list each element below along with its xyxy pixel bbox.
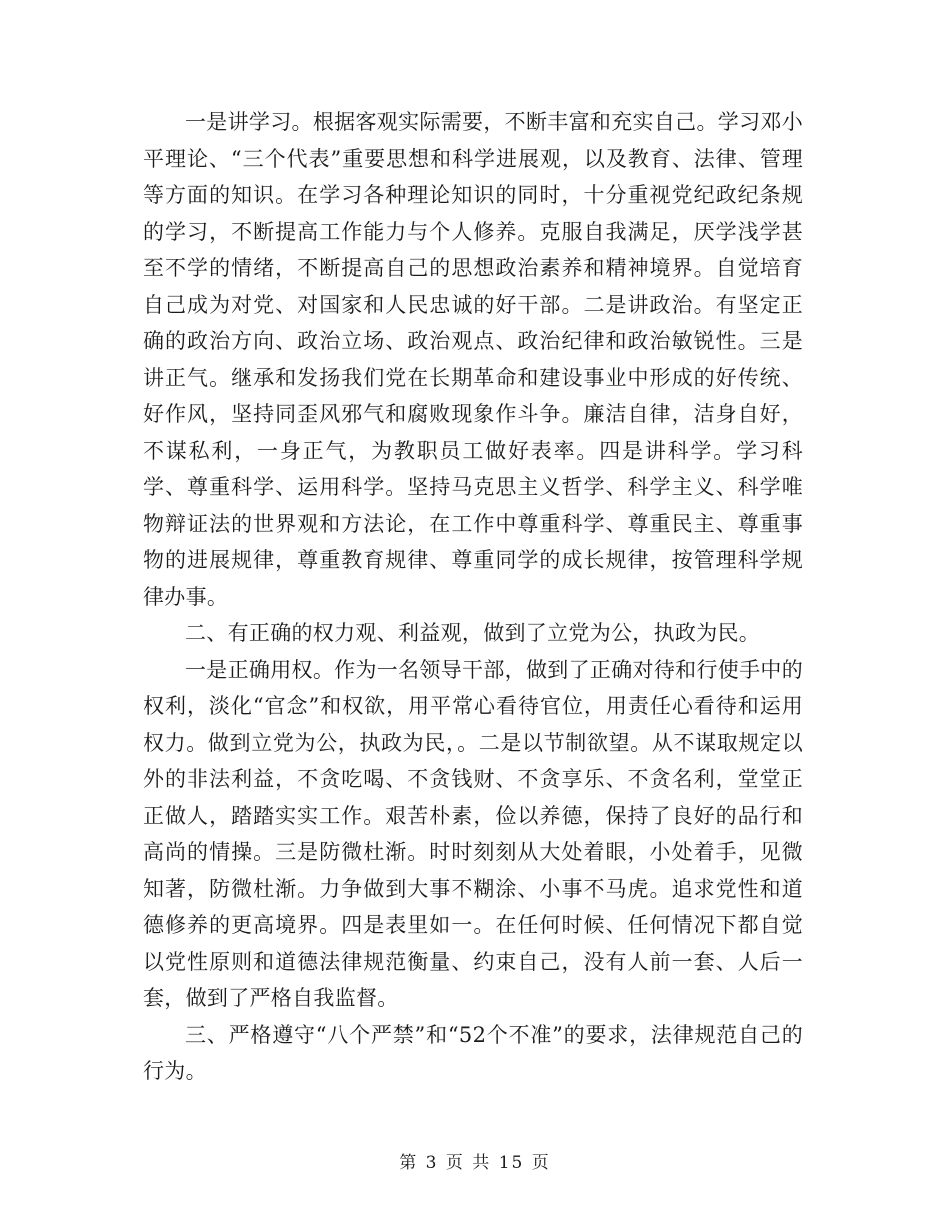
paragraph-use-power: 一是正确用权。作为一名领导干部，做到了正确对待和行使手中的权利，淡化“官念”和权欲，用平常心看待官位，用责任心看待和运用权力。做到立党为公，执政为民，。二是以节制欲望。从不谋取规定以外的非法利益，不贪吃喝、不贪钱财、不贪享乐、不贪名利，堂堂正正做人，踏踏实实工作。艰苦朴素，俭以养德，保持了良好的品行和高尚的情操。三是防微杜渐。时时刻刻从大处着眼，小处着手，见微知著，防微杜渐。力争做到大事不糊涂、小事不马虎。追求党性和道德修养的更高境界。四是表里如一。在任何时候、任何情况下都自觉以党性原则和道德法律规范衡量、约束自己，没有人前一套、人后一套，做到了严格自我监督。 [143, 657, 803, 1010]
document-body [143, 104, 803, 1090]
heading-strict-rules: 三、严格遵守“八个严禁”和“52个不准”的要求，法律规范自己的行为。 [143, 1022, 803, 1083]
page-footer: 第 3 页 共 15 页 [399, 1153, 551, 1173]
paragraph-study-politics: 一是讲学习。根据客观实际需要，不断丰富和充实自己。学习邓小平理论、“三个代表”重要思想和科学进展观，以及教育、法律、管理等方面的知识。在学习各种理论知识的同时，十分重视党纪政纪条规的学习，不断提高工作能力与个人修养。克服自我满足，厌学浅学甚至不学的情绪，不断提高自己的思想政治素养和精神境界。自觉培育自己成为对党、对国家和人民忠诚的好干部。二是讲政治。有坚定正确的政治方向、政治立场、政治观点、政治纪律和政治敏锐性。三是讲正气。继承和发扬我们党在长期革命和建设事业中形成的好传统、好作风，坚持同歪风邪气和腐败现象作斗争。廉洁自律，洁身自好，不谋私利，一身正气，为教职员工做好表率。四是讲科学。学习科学、尊重科学、运用科学。坚持马克思主义哲学、科学主义、科学唯物辩证法的世界观和方法论，在工作中尊重科学、尊重民主、尊重事物的进展规律，尊重教育规律、尊重同学的成长规律，按管理科学规律办事。 [143, 110, 803, 609]
heading-power-view: 二、有正确的权力观、利益观，做到了立党为公，执政为民。 [185, 621, 761, 645]
